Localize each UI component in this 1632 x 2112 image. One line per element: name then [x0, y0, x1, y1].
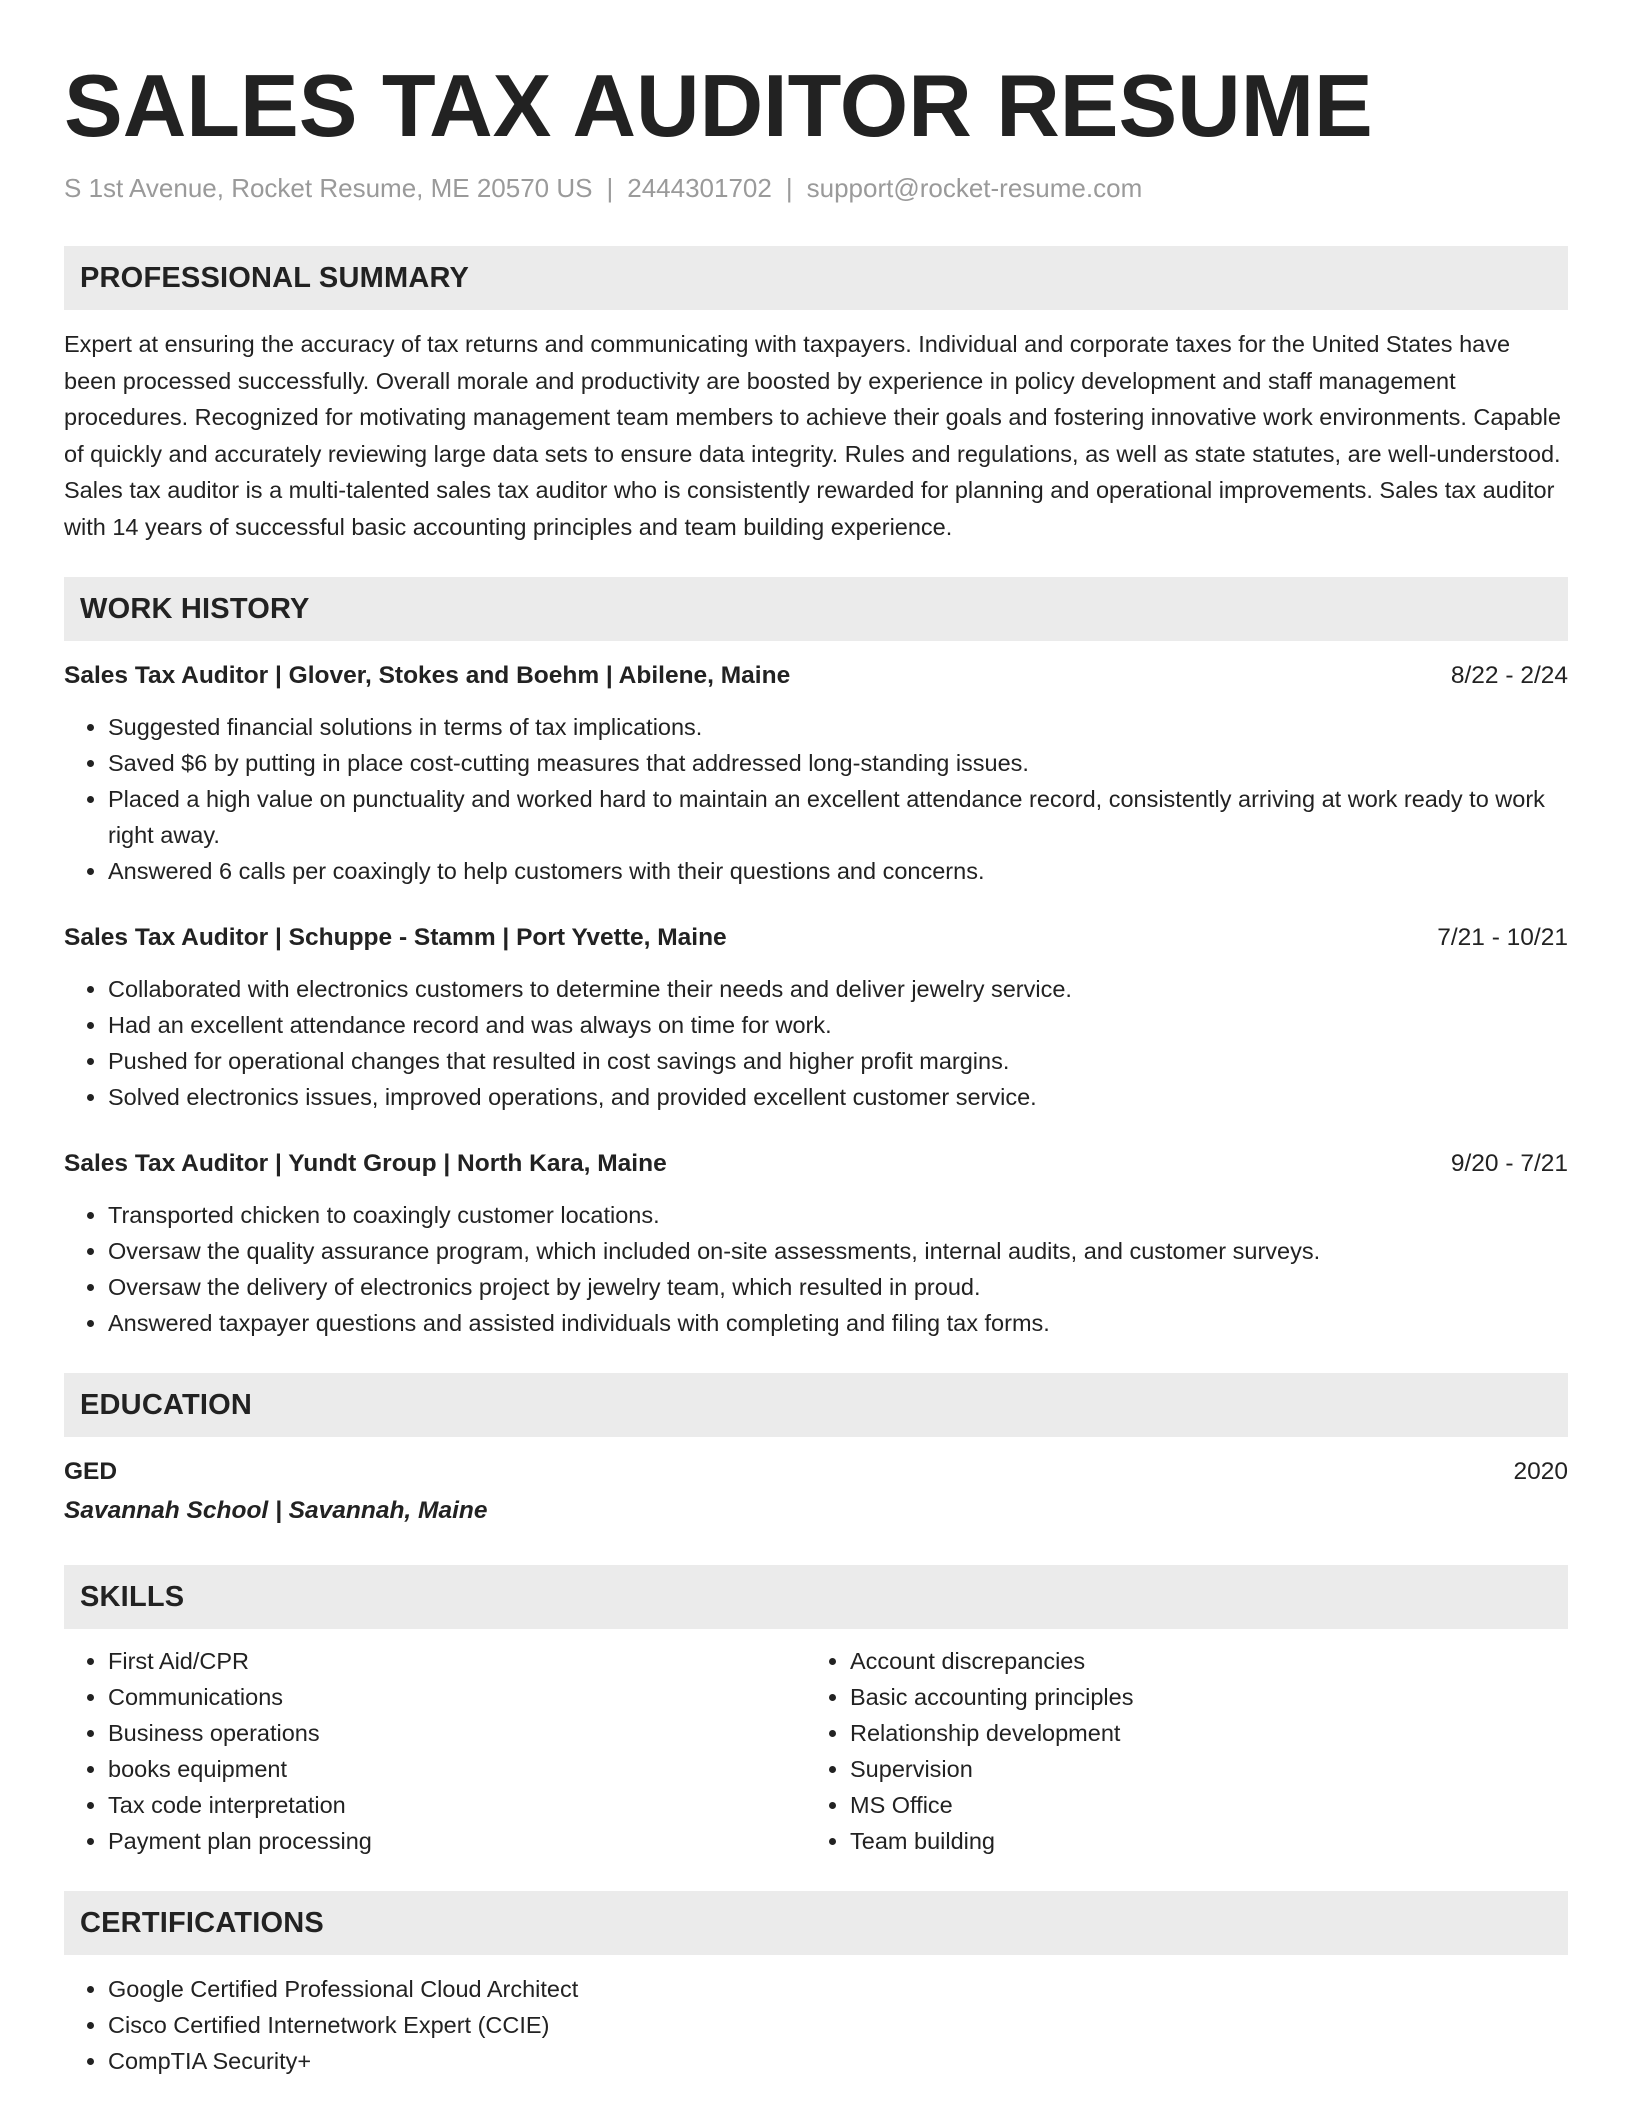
education-degree: GED	[64, 1458, 118, 1485]
job-dates: 8/22 - 2/24	[1450, 662, 1568, 689]
skill-item: • books equipment	[108, 1751, 806, 1787]
job-header	[64, 1147, 1568, 1181]
job-bullet: • Placed a high value on punctuality and worked hard to maintain an excellent attendance record, consistently arriving at work ready to work right away.	[108, 781, 1568, 853]
contact-email: support@rocket-resume.com	[806, 173, 1143, 203]
section-header-work-history: WORK HISTORY	[64, 577, 1568, 641]
section-header-education: EDUCATION	[64, 1373, 1568, 1437]
contact-address: S 1st Avenue, Rocket Resume, ME 20570 US	[64, 173, 593, 203]
certification-item: • CompTIA Security+	[108, 2043, 1568, 2079]
job-heading: Sales Tax Auditor | Schuppe - Stamm | Port Yvette, Maine	[64, 924, 727, 951]
job-dates: 7/21 - 10/21	[1437, 924, 1568, 951]
summary-text: Expert at ensuring the accuracy of tax returns and communicating with taxpayers. Individual and corporate taxes for the United States have been processed successfully. Overall morale and productivity are boosted by experience in policy development and staff management procedures. Recognized for motivating management team members to achieve their goals and fostering innovative work environments. Capable of quickly and accurately reviewing large data sets to ensure data integrity. Rules and regulations, as well as state statutes, are well-understood. Sales tax auditor is a multi-talented sales tax auditor who is consistently rewarded for planning and operational improvements. Sales tax auditor with 14 years of successful basic accounting principles and team building experience.	[64, 331, 1561, 540]
job-bullet: • Pushed for operational changes that resulted in cost savings and higher profit margins.	[108, 1043, 1568, 1079]
skill-item: • First Aid/CPR	[108, 1643, 806, 1679]
job-dates: 9/20 - 7/21	[1450, 1150, 1568, 1177]
skill-item: • Communications	[108, 1679, 806, 1715]
education-school: Savannah School | Savannah, Maine	[64, 1497, 488, 1524]
skill-item: • Tax code interpretation	[108, 1787, 806, 1823]
job-entry	[64, 659, 1568, 889]
job-bullet: • Solved electronics issues, improved operations, and provided excellent customer service.	[108, 1079, 1568, 1115]
job-bullet: • Collaborated with electronics customers to determine their needs and deliver jewelry service.	[108, 971, 1568, 1007]
certifications-bullets	[64, 1971, 1568, 2079]
education-header	[64, 1455, 1568, 1489]
contact-separator: |	[785, 173, 793, 203]
job-bullet: • Saved $6 by putting in place cost-cutting measures that addressed long-standing issues.	[108, 745, 1568, 781]
certification-item: • Google Certified Professional Cloud Architect	[108, 1971, 1568, 2007]
job-bullet: • Answered 6 calls per coaxingly to help customers with their questions and concerns.	[108, 853, 1568, 889]
contact-line	[64, 170, 1568, 206]
job-entry	[64, 921, 1568, 1115]
job-bullet: • Oversaw the delivery of electronics project by jewelry team, which resulted in proud.	[108, 1269, 1568, 1305]
skill-item: • Business operations	[108, 1715, 806, 1751]
job-header	[64, 659, 1568, 693]
skill-item: • Relationship development	[850, 1715, 1548, 1751]
skills-column-right	[806, 1643, 1548, 1859]
job-bullet: • Answered taxpayer questions and assisted individuals with completing and filing tax forms.	[108, 1305, 1568, 1341]
job-bullet: • Transported chicken to coaxingly customer locations.	[108, 1197, 1568, 1233]
job-bullets	[64, 709, 1568, 889]
contact-phone: 2444301702	[627, 173, 772, 203]
job-bullets	[64, 1197, 1568, 1341]
job-bullet: • Suggested financial solutions in terms of tax implications.	[108, 709, 1568, 745]
certifications-list	[64, 1971, 1568, 2079]
contact-separator: |	[606, 173, 614, 203]
job-heading: Sales Tax Auditor | Yundt Group | North Kara, Maine	[64, 1150, 667, 1177]
skill-item: • Basic accounting principles	[850, 1679, 1548, 1715]
job-heading: Sales Tax Auditor | Glover, Stokes and Boehm | Abilene, Maine	[64, 662, 791, 689]
certification-item: • Cisco Certified Internetwork Expert (CCIE)	[108, 2007, 1568, 2043]
skill-item: • MS Office	[850, 1787, 1548, 1823]
education-year: 2020	[1513, 1458, 1568, 1485]
job-entry	[64, 1147, 1568, 1341]
education-entry	[64, 1455, 1568, 1529]
section-header-certifications: CERTIFICATIONS	[64, 1891, 1568, 1955]
skill-item: • Supervision	[850, 1751, 1548, 1787]
skills-column-left	[64, 1643, 806, 1859]
job-bullets	[64, 971, 1568, 1115]
section-header-summary: PROFESSIONAL SUMMARY	[64, 246, 1568, 310]
section-header-skills: SKILLS	[64, 1565, 1568, 1629]
job-bullet: • Had an excellent attendance record and was always on time for work.	[108, 1007, 1568, 1043]
resume-title: SALES TAX AUDITOR RESUME	[64, 56, 1373, 155]
job-header	[64, 921, 1568, 955]
job-bullet: • Oversaw the quality assurance program, which included on-site assessments, internal audits, and customer surveys.	[108, 1233, 1568, 1269]
skills-list	[64, 1643, 1568, 1859]
skill-item: • Team building	[850, 1823, 1548, 1859]
skill-item: • Account discrepancies	[850, 1643, 1548, 1679]
skill-item: • Payment plan processing	[108, 1823, 806, 1859]
